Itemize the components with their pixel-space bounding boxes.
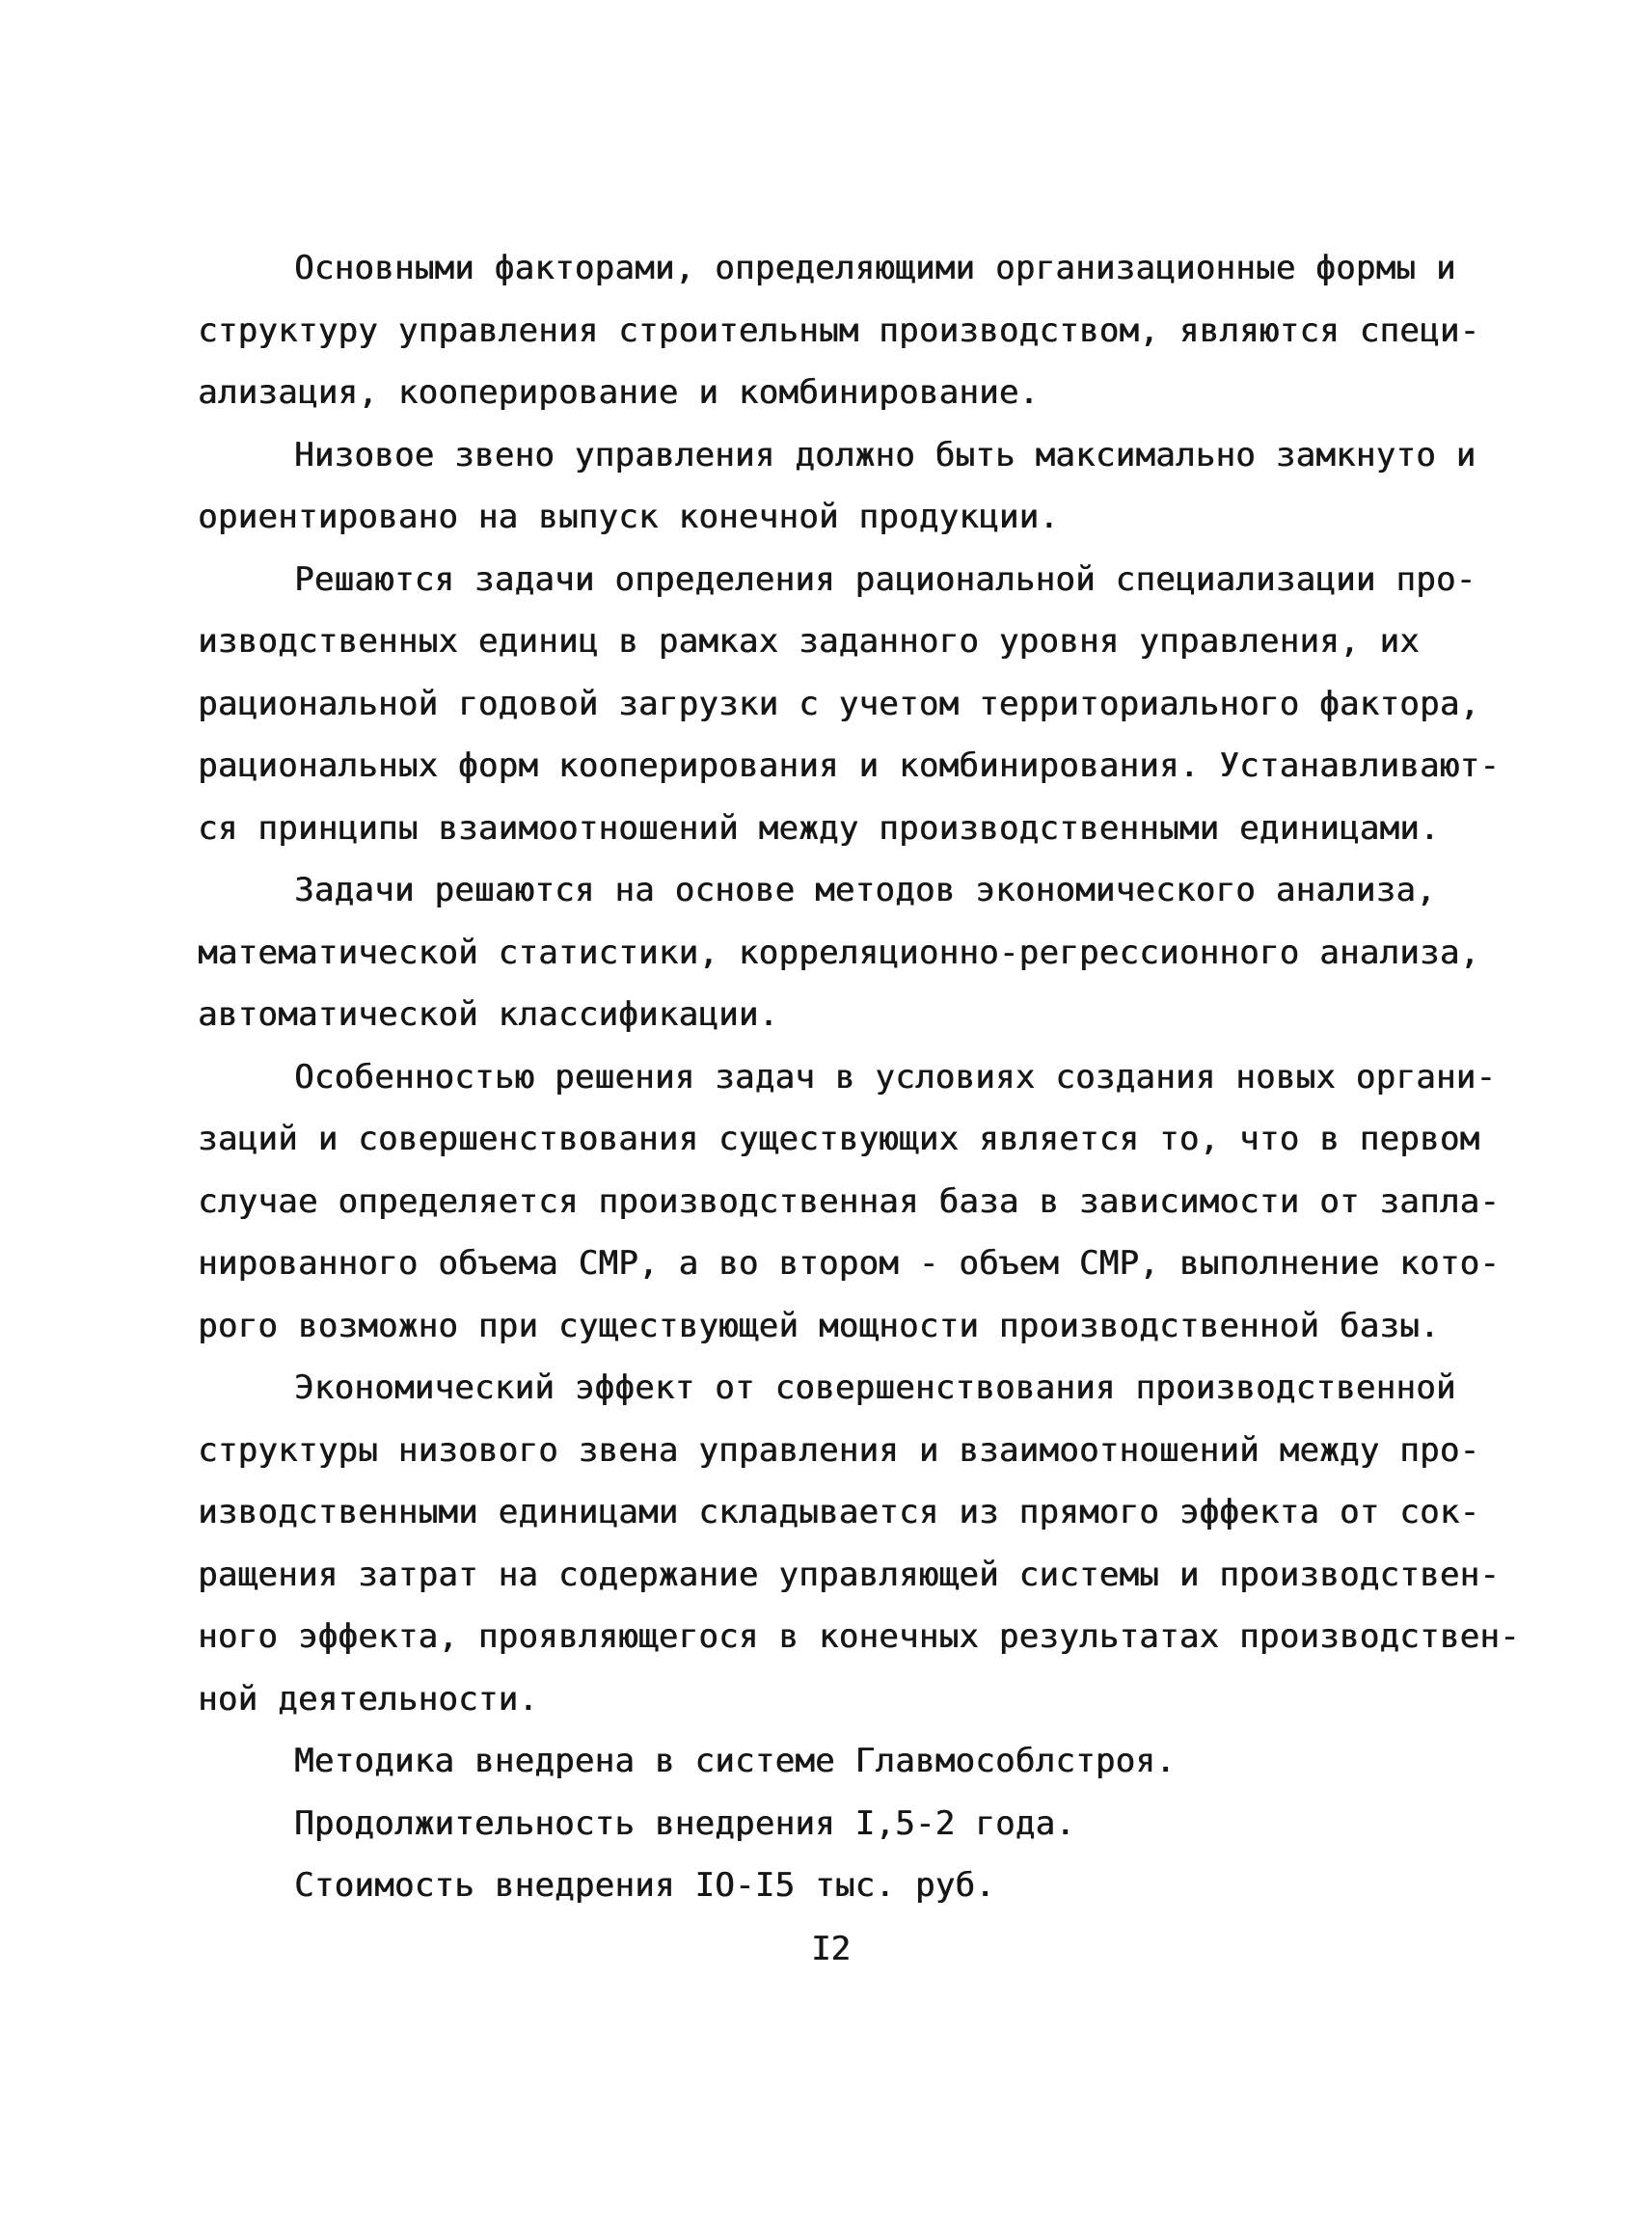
text-line: Особенностью решения задач в условиях создания новых органи- [294,1057,1497,1097]
page-number: I2 [811,1930,851,1968]
document-body [198,237,1520,1917]
text-line: изводственных единиц в рамках заданного уровня управления, их [198,622,1420,661]
text-line: нированного объема СМР, а во втором - объем СМР, выполнение кото- [198,1244,1501,1283]
text-line: ного эффекта, проявляющегося в конечных результатах производствен- [198,1617,1520,1656]
text-line: Продолжительность внедрения I,5-2 года. [294,1803,1076,1843]
text-line: рациональной годовой загрузки с учетом территориального фактора, [198,684,1480,723]
text-line: ращения затрат на содержание управляющей системы и производствен- [198,1555,1501,1594]
text-line: случае определяется производственная база в зависимости от запла- [198,1181,1501,1221]
text-line: ной деятельности. [198,1679,539,1719]
text-line: рого возможно при существующей мощности производственной базы. [198,1306,1440,1345]
text-line: автоматической классификации. [198,995,779,1034]
text-line: Основными факторами, определяющими организационные формы и [294,249,1456,287]
text-line: Стоимость внедрения IO-I5 тыс. руб. [294,1866,995,1905]
text-line: математической статистики, корреляционно-регрессионного анализа, [198,933,1480,972]
text-line: рациональных форм кооперирования и комбинирования. Устанавливают- [198,746,1501,785]
text-line: заций и совершенствования существующих является то, что в первом [198,1120,1480,1158]
text-line: структуру управления строительным производством, являются специ- [198,311,1480,350]
text-line: Экономический эффект от совершенствования производственной [294,1368,1456,1407]
text-line: Методика внедрена в системе Главмособлстроя. [294,1742,1176,1780]
text-line: ся принципы взаимоотношений между производственными единицами. [198,808,1440,848]
text-line: Задачи решаются на основе методов экономического анализа, [294,871,1436,909]
text-line: ализация, кооперирование и комбинирование. [198,373,1040,412]
text-line: Решаются задачи определения рациональной специализации про- [294,559,1476,599]
text-line: изводственными единицами складывается из прямого эффекта от сок- [198,1493,1480,1531]
text-line: Низовое звено управления должно быть максимально замкнуто и [294,435,1476,474]
text-line: ориентировано на выпуск конечной продукции. [198,498,1060,536]
text-line: структуры низового звена управления и взаимоотношений между про- [198,1430,1480,1470]
